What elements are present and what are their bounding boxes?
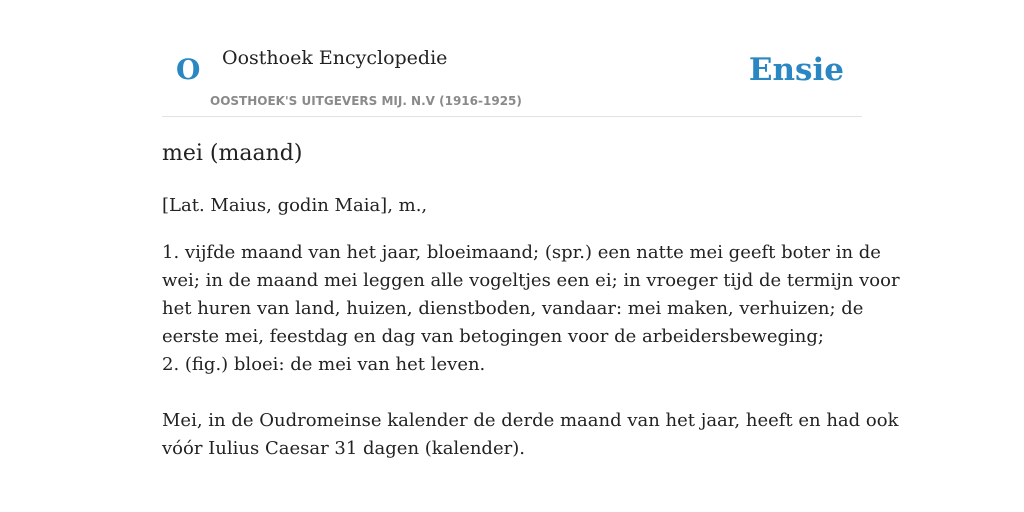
entry-body (162, 239, 900, 463)
entry-line: 2. (fig.) bloei: de mei van het leven. (162, 354, 486, 375)
entry-line: wei; in de maand mei leggen alle vogeltjes een ei; in vroeger tijd de termijn voor (162, 270, 900, 291)
entry-line: eerste mei, feestdag en dag van betogingen voor de arbeidersbeweging; (162, 326, 824, 347)
entry-line: vóór Iulius Caesar 31 dagen (kalender). (162, 438, 525, 459)
brand-logo-link[interactable]: Ensie (748, 52, 844, 88)
entry-title: mei (maand) (162, 141, 303, 166)
entry-line: Mei, in de Oudromeinse kalender de derde maand van het jaar, heeft en had ook (162, 410, 899, 431)
source-logo-icon[interactable]: O (176, 53, 201, 86)
paragraph-gap (162, 379, 862, 407)
entry-line: 1. vijfde maand van het jaar, bloeimaand; (spr.) een natte mei geeft boter in de (162, 242, 881, 263)
header (162, 0, 862, 117)
entry-etymology: [Lat. Maius, godin Maia], m., (162, 195, 428, 216)
publisher-label: OOSTHOEK'S UITGEVERS MIJ. N.V (1916-1925) (210, 94, 522, 108)
entry-line: het huren van land, huizen, dienstboden, vandaar: mei maken, verhuizen; de (162, 298, 864, 319)
source-title-link[interactable]: Oosthoek Encyclopedie (222, 47, 448, 69)
